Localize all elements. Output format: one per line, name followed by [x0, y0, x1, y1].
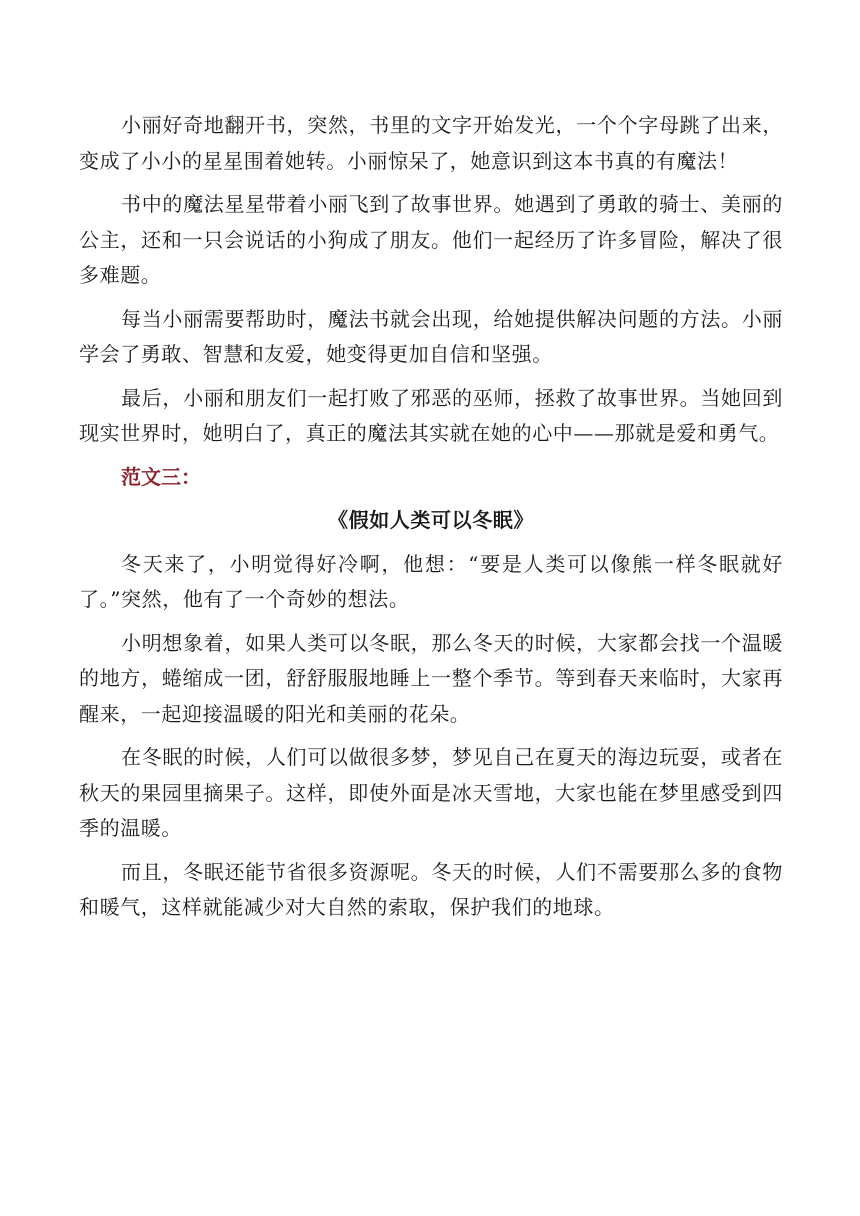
paragraph: 小丽好奇地翻开书，突然，书里的文字开始发光，一个个字母跳了出来，变成了小小的星星围着她转。小丽惊呆了，她意识到这本书真的有魔法！ — [79, 113, 783, 173]
paragraph: 冬天来了，小明觉得好冷啊，他想：“要是人类可以像熊一样冬眠就好了。”突然，他有了一个奇妙的想法。 — [79, 551, 783, 611]
paragraph: 而且，冬眠还能节省很多资源呢。冬天的时候，人们不需要那么多的食物和暖气，这样就能减少对大自然的索取，保护我们的地球。 — [79, 859, 783, 919]
paragraph: 每当小丽需要帮助时，魔法书就会出现，给她提供解决问题的方法。小丽学会了勇敢、智慧和友爱，她变得更加自信和坚强。 — [79, 306, 783, 366]
document-page — [79, 108, 783, 926]
paragraph: 在冬眠的时候，人们可以做很多梦，梦见自己在夏天的海边玩耍，或者在秋天的果园里摘果子。这样，即使外面是冰天雪地，大家也能在梦里感受到四季的温暖。 — [79, 745, 783, 840]
essay-title: 《假如人类可以冬眠》 — [328, 508, 534, 532]
paragraph: 最后，小丽和朋友们一起打败了邪恶的巫师，拯救了故事世界。当她回到现实世界时，她明白了，真正的魔法其实就在她的心中——那就是爱和勇气。 — [79, 385, 783, 445]
paragraph: 小明想象着，如果人类可以冬眠，那么冬天的时候，大家都会找一个温暖的地方，蜷缩成一团，舒舒服服地睡上一整个季节。等到春天来临时，大家再醒来，一起迎接温暖的阳光和美丽的花朵。 — [79, 630, 783, 726]
section-label: 范文三： — [121, 464, 201, 489]
paragraph: 书中的魔法星星带着小丽飞到了故事世界。她遇到了勇敢的骑士、美丽的公主，还和一只会说话的小狗成了朋友。他们一起经历了许多冒险，解决了很多难题。 — [79, 192, 783, 287]
